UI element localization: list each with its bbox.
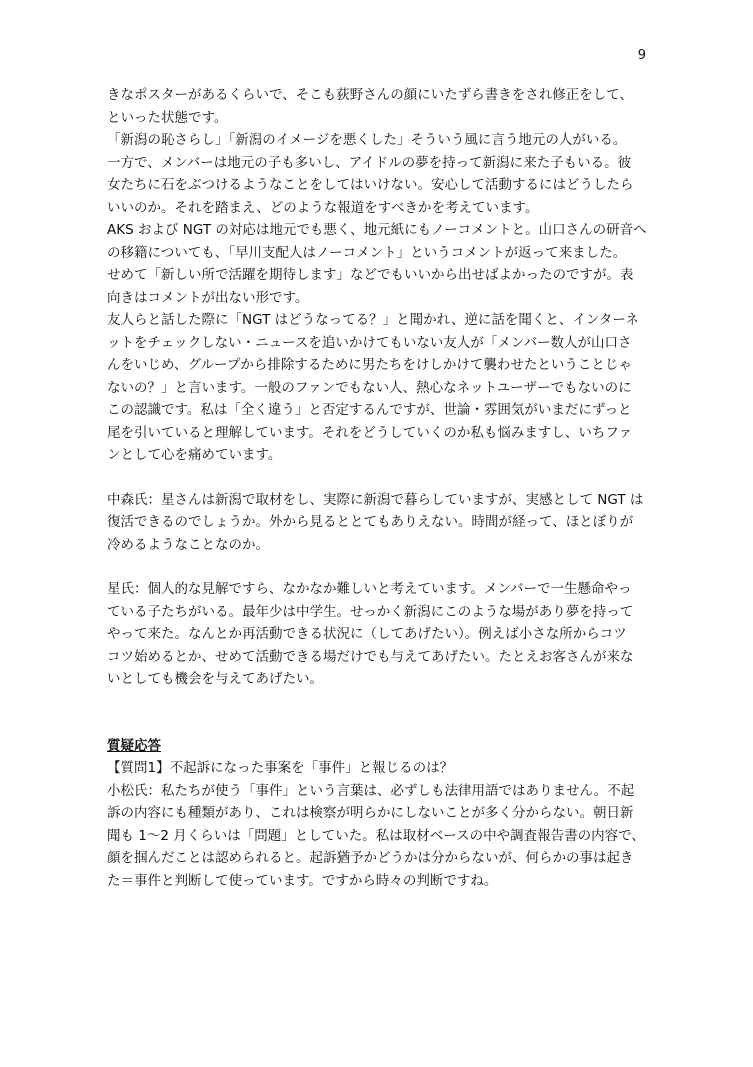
text-line: 小松氏：私たちが使う「事件」という言葉は、必ずしも法律用語ではありません。不起 <box>107 782 635 799</box>
hoshi-statement <box>107 578 652 691</box>
text-line: この認識です。私は「全く違う」と否定するんですが、世論・雰囲気がいまだにずっと <box>107 402 632 418</box>
text-line: といった状態です。 <box>107 109 228 126</box>
text-line: 聞も 1～2 月くらいは「問題」としていた。私は取材ベースの中や調査報告書の内容で、 <box>107 827 645 844</box>
qa-section <box>107 735 652 893</box>
document-body <box>107 84 652 892</box>
text-line: AKS および NGT の対応は地元でも悪く、地元紙にもノーコメントと。山口さんの研音へ <box>107 222 647 238</box>
text-line: いいのか。それを踏まえ、どのような報道をすべきかを考えています。 <box>107 199 539 216</box>
text-line: 「新潟の恥さらし」「新潟のイメージを悪くした」そういう風に言う地元の人がいる。 <box>107 132 627 148</box>
text-line: 星氏：個人的な見解ですら、なかなか難しいと考えています。メンバーで一生懸命やっ <box>107 581 632 597</box>
text-line: の移籍についても、「早川支配人はノーコメント」というコメントが返って来ました。 <box>107 244 627 261</box>
text-line: 中森氏：星さんは新潟で取材をし、実際に新潟で暮らしていますが、実感として NGT は <box>107 491 644 508</box>
nakamori-statement <box>107 489 652 557</box>
text-line: ないの？」と言います。一般のファンでもない人、熱心なネットユーザーでもないのに <box>107 379 632 396</box>
text-line: ンとして心を痛めています。 <box>107 447 282 463</box>
text-line: 一方で、メンバーは地元の子も多いし、アイドルの夢を持って新潟に来た子もいる。彼 <box>107 154 632 171</box>
text-line: た＝事件と判断して使っています。ですから時々の判断ですね。 <box>107 872 498 889</box>
text-line: 尾を引いていると理解しています。それをどうしていくのか私も悩みますし、いちファ <box>107 424 633 441</box>
text-line: コツ始めるとか、せめて活動できる場だけでも与えてあげたい。たとえお客さんが来な <box>107 648 634 665</box>
section-heading: 質疑応答 <box>107 737 161 754</box>
text-line: ている子たちがいる。最年少は中学生。せっかく新潟にこのような場があり夢を持って <box>107 603 634 620</box>
text-line: 復活できるのでしょうか。外から見るととてもありえない。時間が経って、ほとぼりが <box>107 514 634 530</box>
page-number: 9 <box>637 48 646 63</box>
intro-section <box>107 84 652 467</box>
text-line: きなポスターがあるくらいで、そこも荻野さんの顔にいたずら書きをされ修正をして、 <box>107 87 633 103</box>
text-line: 顔を掴んだことは認められると。起訴猶予かどうかは分からないが、何らかの事は起き <box>107 850 634 866</box>
text-line: 向きはコメントが出ない形です。 <box>107 289 309 306</box>
text-line: ットをチェックしない・ニュースを追いかけてもいない友人が「メンバー数人が山口さ <box>107 334 632 351</box>
text-line: 冷めるようなことなのか。 <box>107 536 269 553</box>
text-line: 女たちに石をぶつけるようなことをしてはいけない。安心して活動するにはどうしたら <box>107 177 634 193</box>
text-line: やって来た。なんとか再活動できる状況に（してあげたい）。例えば小さな所からコツ <box>107 626 627 642</box>
text-line: 友人らと話した際に「NGT はどうなってる？」と聞かれ、逆に話を聞くと、インターネ <box>107 312 639 328</box>
text-line: 訴の内容にも種類があり、これは検察が明らかにしないことが多く分からない。朝日新 <box>107 805 634 821</box>
text-line: せめて「新しい所で活躍を期待します」などでもいいから出せばよかったのですが。表 <box>107 267 634 283</box>
text-line: いとしても機会を与えてあげたい。 <box>107 671 323 687</box>
text-line: んをいじめ、グループから排除するために男たちをけしかけて襲わせたということじゃ <box>107 357 632 373</box>
question-line: 【質問1】不起訴になった事案を「事件」と報じるのは？ <box>107 760 454 776</box>
